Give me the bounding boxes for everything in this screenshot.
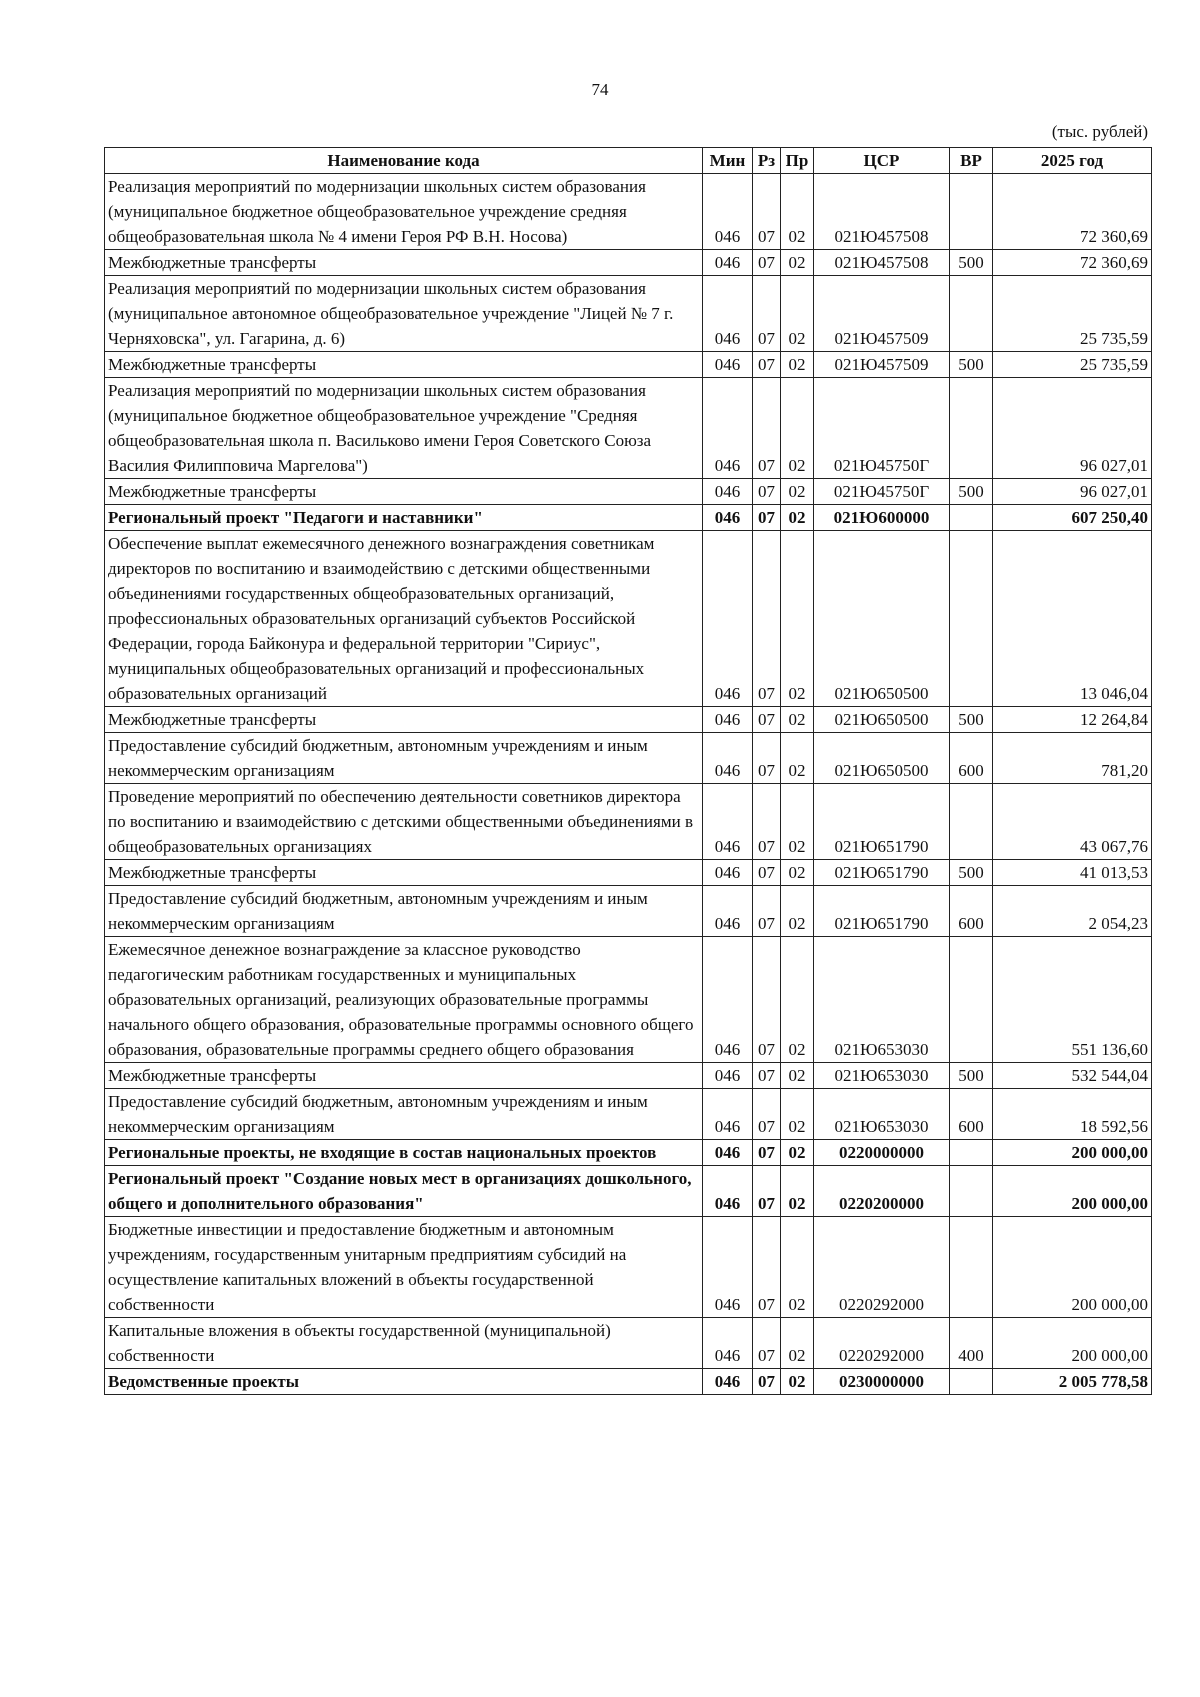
cell-csr: 021Ю650500 <box>814 707 950 733</box>
cell-name: Межбюджетные трансферты <box>105 250 703 276</box>
table-body <box>105 174 1152 1395</box>
header-name: Наименование кода <box>105 148 703 174</box>
cell-vr <box>950 937 993 1063</box>
cell-pr: 02 <box>781 250 814 276</box>
header-row <box>105 148 1152 174</box>
cell-name: Обеспечение выплат ежемесячного денежного вознаграждения советникам директоров по воспитанию и взаимодействию с детскими общественными объединениями государственных общеобразовательных организаций, профессиональных образовательных организаций субъектов Российской Федерации, города Байконура и федеральной территории "Сириус", муниципальных общеобразовательных организаций и профессиональных образовательных организаций <box>105 531 703 707</box>
cell-rz: 07 <box>753 1140 781 1166</box>
cell-csr: 0230000000 <box>814 1369 950 1395</box>
cell-pr: 02 <box>781 784 814 860</box>
cell-min: 046 <box>703 276 753 352</box>
cell-name: Капитальные вложения в объекты государственной (муниципальной) собственности <box>105 1318 703 1369</box>
cell-csr: 021Ю650500 <box>814 531 950 707</box>
table-row <box>105 886 1152 937</box>
cell-min: 046 <box>703 479 753 505</box>
table-row <box>105 352 1152 378</box>
cell-vr: 600 <box>950 1089 993 1140</box>
cell-rz: 07 <box>753 276 781 352</box>
cell-min: 046 <box>703 531 753 707</box>
cell-csr: 0220292000 <box>814 1217 950 1318</box>
header-rz: Рз <box>753 148 781 174</box>
cell-amount: 13 046,04 <box>993 531 1152 707</box>
cell-vr: 500 <box>950 250 993 276</box>
cell-min: 046 <box>703 174 753 250</box>
cell-rz: 07 <box>753 174 781 250</box>
cell-min: 046 <box>703 1166 753 1217</box>
cell-rz: 07 <box>753 378 781 479</box>
table-row <box>105 1217 1152 1318</box>
cell-name: Региональный проект "Создание новых мест в организациях дошкольного, общего и дополнительного образования" <box>105 1166 703 1217</box>
cell-pr: 02 <box>781 174 814 250</box>
cell-name: Региональные проекты, не входящие в состав национальных проектов <box>105 1140 703 1166</box>
cell-vr <box>950 276 993 352</box>
cell-pr: 02 <box>781 860 814 886</box>
cell-name: Реализация мероприятий по модернизации школьных систем образования (муниципальное автономное общеобразовательное учреждение "Лицей № 7 г. Черняховска", ул. Гагарина, д. 6) <box>105 276 703 352</box>
cell-csr: 021Ю651790 <box>814 886 950 937</box>
cell-min: 046 <box>703 1217 753 1318</box>
table-row <box>105 733 1152 784</box>
cell-amount: 25 735,59 <box>993 352 1152 378</box>
cell-vr: 600 <box>950 886 993 937</box>
cell-vr <box>950 378 993 479</box>
cell-csr: 0220200000 <box>814 1166 950 1217</box>
table-row <box>105 505 1152 531</box>
cell-pr: 02 <box>781 352 814 378</box>
cell-amount: 25 735,59 <box>993 276 1152 352</box>
cell-amount: 532 544,04 <box>993 1063 1152 1089</box>
cell-min: 046 <box>703 937 753 1063</box>
cell-pr: 02 <box>781 886 814 937</box>
cell-csr: 021Ю600000 <box>814 505 950 531</box>
cell-amount: 96 027,01 <box>993 479 1152 505</box>
cell-vr <box>950 505 993 531</box>
cell-name: Межбюджетные трансферты <box>105 1063 703 1089</box>
cell-csr: 0220292000 <box>814 1318 950 1369</box>
table-row <box>105 1063 1152 1089</box>
cell-csr: 021Ю651790 <box>814 860 950 886</box>
cell-rz: 07 <box>753 886 781 937</box>
header-year: 2025 год <box>993 148 1152 174</box>
cell-amount: 72 360,69 <box>993 250 1152 276</box>
table-row <box>105 1369 1152 1395</box>
cell-min: 046 <box>703 1318 753 1369</box>
cell-min: 046 <box>703 1140 753 1166</box>
cell-rz: 07 <box>753 352 781 378</box>
cell-name: Бюджетные инвестиции и предоставление бюджетным и автономным учреждениям, государственным унитарным предприятиям субсидий на осуществление капитальных вложений в объекты государственной собственности <box>105 1217 703 1318</box>
cell-name: Межбюджетные трансферты <box>105 860 703 886</box>
cell-rz: 07 <box>753 937 781 1063</box>
cell-name: Предоставление субсидий бюджетным, автономным учреждениям и иным некоммерческим организациям <box>105 886 703 937</box>
table-row <box>105 1089 1152 1140</box>
cell-min: 046 <box>703 352 753 378</box>
cell-rz: 07 <box>753 505 781 531</box>
table-row <box>105 276 1152 352</box>
cell-csr: 021Ю457509 <box>814 276 950 352</box>
cell-pr: 02 <box>781 1217 814 1318</box>
cell-rz: 07 <box>753 1063 781 1089</box>
cell-vr <box>950 1369 993 1395</box>
table-row <box>105 531 1152 707</box>
cell-amount: 96 027,01 <box>993 378 1152 479</box>
cell-amount: 200 000,00 <box>993 1140 1152 1166</box>
cell-vr: 500 <box>950 479 993 505</box>
cell-name: Ведомственные проекты <box>105 1369 703 1395</box>
cell-rz: 07 <box>753 860 781 886</box>
budget-table <box>104 147 1152 1395</box>
cell-amount: 18 592,56 <box>993 1089 1152 1140</box>
cell-min: 046 <box>703 860 753 886</box>
cell-pr: 02 <box>781 1089 814 1140</box>
cell-amount: 2 005 778,58 <box>993 1369 1152 1395</box>
table-row <box>105 174 1152 250</box>
cell-amount: 43 067,76 <box>993 784 1152 860</box>
cell-rz: 07 <box>753 1166 781 1217</box>
cell-pr: 02 <box>781 1369 814 1395</box>
table-row <box>105 937 1152 1063</box>
cell-csr: 021Ю653030 <box>814 1063 950 1089</box>
table-row <box>105 250 1152 276</box>
cell-csr: 021Ю45750Г <box>814 479 950 505</box>
cell-vr: 500 <box>950 707 993 733</box>
cell-rz: 07 <box>753 1369 781 1395</box>
cell-csr: 021Ю651790 <box>814 784 950 860</box>
cell-name: Региональный проект "Педагоги и наставники" <box>105 505 703 531</box>
cell-rz: 07 <box>753 479 781 505</box>
cell-name: Предоставление субсидий бюджетным, автономным учреждениям и иным некоммерческим организациям <box>105 1089 703 1140</box>
header-vr: ВР <box>950 148 993 174</box>
cell-pr: 02 <box>781 1140 814 1166</box>
cell-name: Реализация мероприятий по модернизации школьных систем образования (муниципальное бюджетное общеобразовательное учреждение "Средняя общеобразовательная школа п. Васильково имени Героя Советского Союза Василия Филипповича Маргелова") <box>105 378 703 479</box>
cell-rz: 07 <box>753 1318 781 1369</box>
cell-amount: 41 013,53 <box>993 860 1152 886</box>
cell-amount: 200 000,00 <box>993 1166 1152 1217</box>
cell-name: Предоставление субсидий бюджетным, автономным учреждениям и иным некоммерческим организациям <box>105 733 703 784</box>
cell-csr: 021Ю650500 <box>814 733 950 784</box>
cell-vr <box>950 531 993 707</box>
cell-csr: 021Ю653030 <box>814 937 950 1063</box>
table-row <box>105 707 1152 733</box>
cell-vr <box>950 1140 993 1166</box>
cell-amount: 551 136,60 <box>993 937 1152 1063</box>
cell-vr: 500 <box>950 352 993 378</box>
table-row <box>105 784 1152 860</box>
cell-pr: 02 <box>781 276 814 352</box>
cell-vr: 500 <box>950 860 993 886</box>
cell-name: Межбюджетные трансферты <box>105 352 703 378</box>
cell-min: 046 <box>703 505 753 531</box>
cell-min: 046 <box>703 886 753 937</box>
table-row <box>105 378 1152 479</box>
cell-pr: 02 <box>781 1318 814 1369</box>
cell-csr: 021Ю457508 <box>814 174 950 250</box>
cell-rz: 07 <box>753 1089 781 1140</box>
cell-min: 046 <box>703 733 753 784</box>
cell-pr: 02 <box>781 505 814 531</box>
cell-pr: 02 <box>781 707 814 733</box>
cell-amount: 781,20 <box>993 733 1152 784</box>
units-label: (тыс. рублей) <box>1051 122 1148 141</box>
table-row <box>105 479 1152 505</box>
table-row <box>105 1166 1152 1217</box>
cell-amount: 200 000,00 <box>993 1318 1152 1369</box>
cell-min: 046 <box>703 250 753 276</box>
cell-rz: 07 <box>753 733 781 784</box>
cell-pr: 02 <box>781 378 814 479</box>
cell-csr: 021Ю457509 <box>814 352 950 378</box>
table-row <box>105 1318 1152 1369</box>
cell-pr: 02 <box>781 1166 814 1217</box>
cell-pr: 02 <box>781 733 814 784</box>
cell-name: Межбюджетные трансферты <box>105 707 703 733</box>
cell-rz: 07 <box>753 707 781 733</box>
cell-vr: 600 <box>950 733 993 784</box>
cell-amount: 607 250,40 <box>993 505 1152 531</box>
cell-min: 046 <box>703 1089 753 1140</box>
cell-amount: 12 264,84 <box>993 707 1152 733</box>
cell-pr: 02 <box>781 479 814 505</box>
cell-csr: 021Ю653030 <box>814 1089 950 1140</box>
page-number: 74 <box>591 80 609 99</box>
cell-vr <box>950 1217 993 1318</box>
cell-pr: 02 <box>781 937 814 1063</box>
cell-csr: 021Ю45750Г <box>814 378 950 479</box>
cell-name: Ежемесячное денежное вознаграждение за классное руководство педагогическим работникам государственных и муниципальных образовательных организаций, реализующих образовательные программы начального общего образования, образовательные программы основного общего образования, образовательные программы среднего общего образования <box>105 937 703 1063</box>
cell-min: 046 <box>703 707 753 733</box>
cell-csr: 021Ю457508 <box>814 250 950 276</box>
table-row <box>105 1140 1152 1166</box>
table-row <box>105 860 1152 886</box>
header-min: Мин <box>703 148 753 174</box>
cell-vr <box>950 1166 993 1217</box>
cell-rz: 07 <box>753 784 781 860</box>
cell-pr: 02 <box>781 1063 814 1089</box>
cell-rz: 07 <box>753 531 781 707</box>
cell-pr: 02 <box>781 531 814 707</box>
header-pr: Пр <box>781 148 814 174</box>
cell-vr: 500 <box>950 1063 993 1089</box>
cell-rz: 07 <box>753 250 781 276</box>
cell-rz: 07 <box>753 1217 781 1318</box>
cell-min: 046 <box>703 1369 753 1395</box>
cell-min: 046 <box>703 378 753 479</box>
header-csr: ЦСР <box>814 148 950 174</box>
cell-name: Проведение мероприятий по обеспечению деятельности советников директора по воспитанию и взаимодействию с детскими общественными объединениями в общеобразовательных организациях <box>105 784 703 860</box>
cell-amount: 200 000,00 <box>993 1217 1152 1318</box>
cell-name: Реализация мероприятий по модернизации школьных систем образования (муниципальное бюджетное общеобразовательное учреждение средняя общеобразовательная школа № 4 имени Героя РФ В.Н. Носова) <box>105 174 703 250</box>
cell-min: 046 <box>703 784 753 860</box>
cell-amount: 2 054,23 <box>993 886 1152 937</box>
cell-vr: 400 <box>950 1318 993 1369</box>
cell-vr <box>950 784 993 860</box>
cell-min: 046 <box>703 1063 753 1089</box>
cell-amount: 72 360,69 <box>993 174 1152 250</box>
cell-csr: 0220000000 <box>814 1140 950 1166</box>
cell-name: Межбюджетные трансферты <box>105 479 703 505</box>
cell-vr <box>950 174 993 250</box>
